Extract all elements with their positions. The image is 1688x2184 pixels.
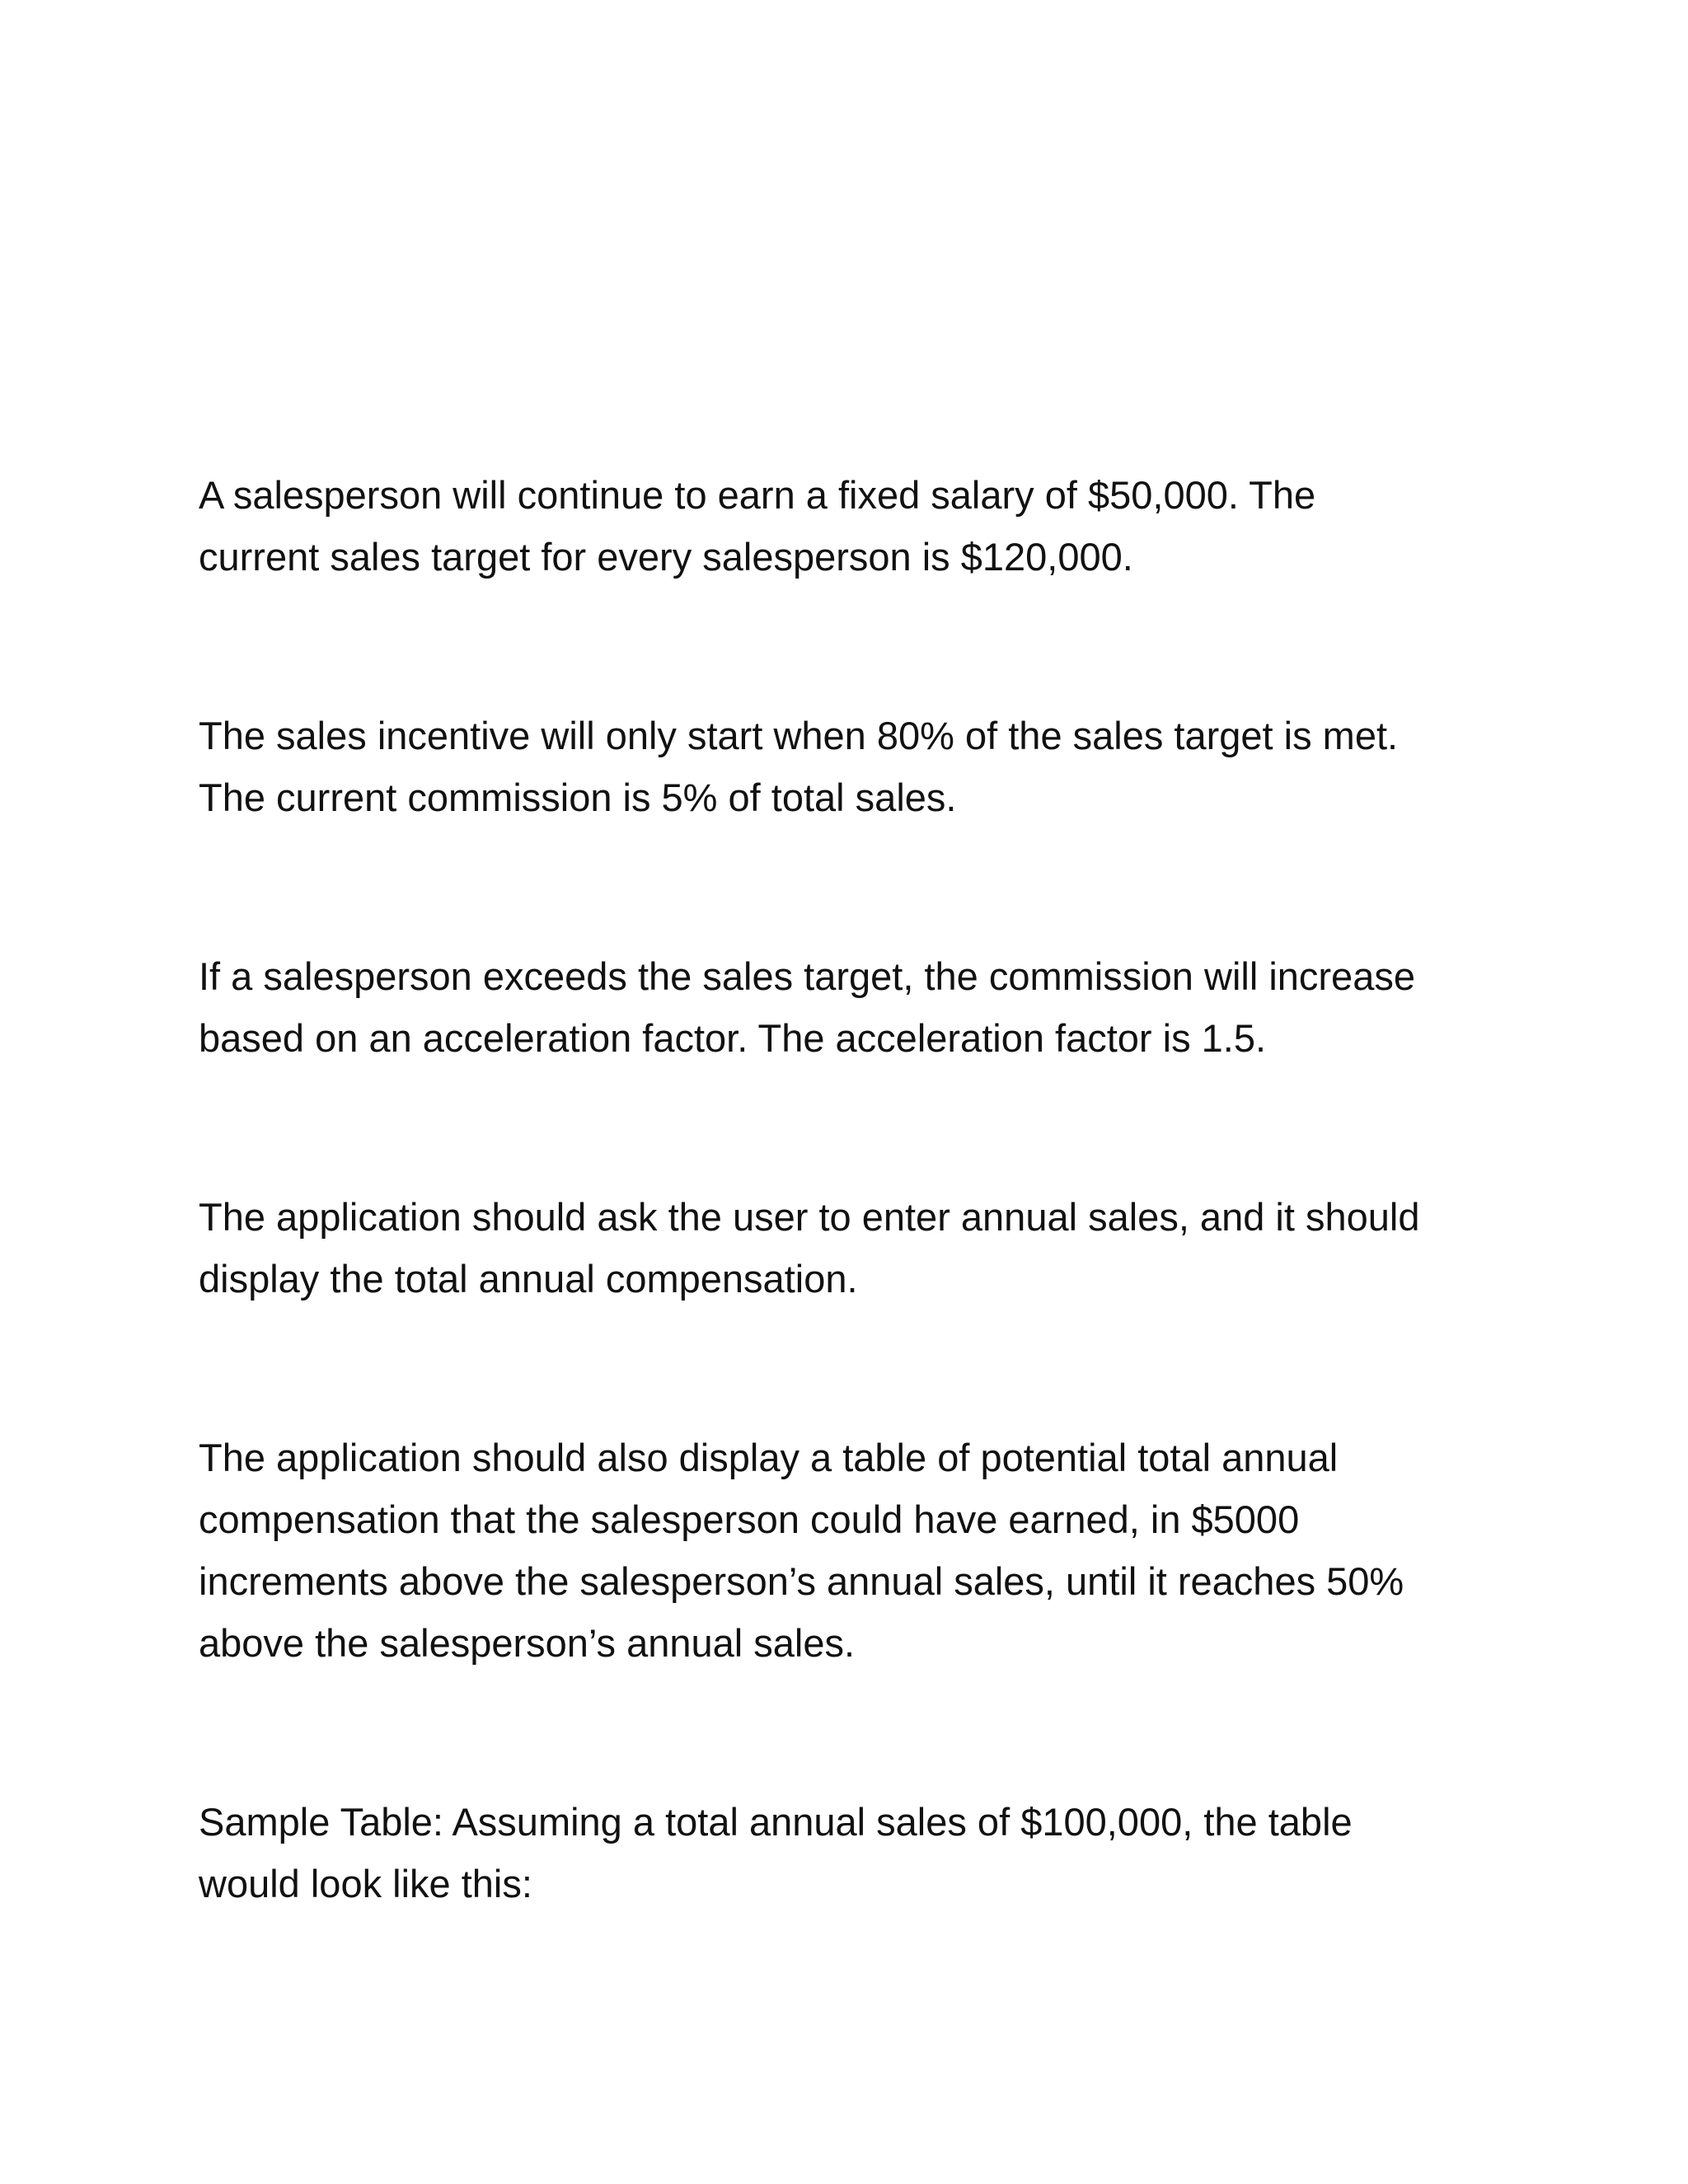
paragraph-incentive-threshold (199, 705, 1517, 828)
paragraph-line: Sample Table: Assuming a total annual sales of $100,000, the table (199, 1800, 1353, 1844)
paragraph-line: above the salesperson’s annual sales. (199, 1621, 856, 1665)
paragraph-line: A salesperson will continue to earn a fixed salary of $50,000. The (199, 473, 1316, 517)
paragraph-fixed-salary (199, 464, 1517, 588)
paragraph-line: current sales target for every salesperson is $120,000. (199, 535, 1133, 579)
paragraph-line: display the total annual compensation. (199, 1257, 858, 1301)
paragraph-line: increments above the salesperson’s annual sales, until it reaches 50% (199, 1559, 1404, 1603)
paragraph-application-input (199, 1186, 1517, 1310)
paragraph-acceleration-factor (199, 945, 1517, 1069)
paragraph-line: If a salesperson exceeds the sales target, the commission will increase (199, 954, 1415, 998)
paragraph-line: The application should also display a table of potential total annual (199, 1436, 1339, 1479)
paragraph-line: The sales incentive will only start when 80% of the sales target is met. (199, 714, 1399, 757)
paragraph-line: The current commission is 5% of total sales. (199, 776, 957, 819)
paragraph-line: based on an acceleration factor. The acceleration factor is 1.5. (199, 1016, 1267, 1060)
paragraph-line: The application should ask the user to enter annual sales, and it should (199, 1195, 1420, 1239)
paragraph-compensation-table (199, 1427, 1517, 1674)
paragraph-line: would look like this: (199, 1862, 532, 1905)
paragraph-line: compensation that the salesperson could have earned, in $5000 (199, 1497, 1300, 1541)
paragraph-sample-table (199, 1791, 1517, 1915)
